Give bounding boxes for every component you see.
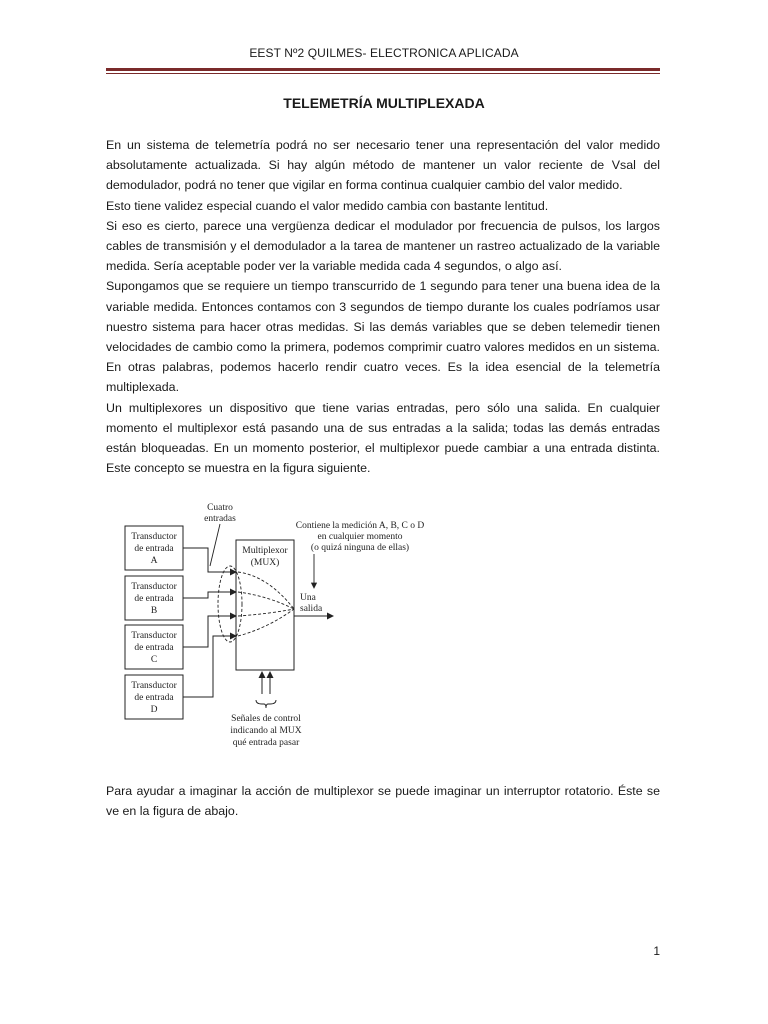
label-entradas: entradas xyxy=(204,514,236,524)
label-pointer xyxy=(210,524,220,566)
transducer-c xyxy=(125,625,183,669)
document-title: TELEMETRÍA MULTIPLEXADA xyxy=(283,95,485,111)
header-rule-thin xyxy=(106,73,660,74)
svg-text:(MUX): (MUX) xyxy=(250,558,280,568)
body-text xyxy=(106,135,660,478)
paragraph: Supongamos que se requiere un tiempo transcurrido de 1 segundo para tener una buena idea de la variable medida. Entonces contamos con 3 segundos de tiempo durante los cuales podríamos usar nuestro sistema para hacer otras medidas. Si las demás variables que se deben telemedir tienen velocidades de cambio como la primera, podemos comprimir cuatro valores medidos en un sistema. En otras palabras, podemos hacerlo rendir cuatro veces. Es la idea esencial de la telemetría multiplexada. xyxy=(106,279,660,395)
input-wire-c xyxy=(183,616,236,647)
page-number: 1 xyxy=(653,944,660,958)
label-ninguna: (o quizá ninguna de ellas) xyxy=(310,543,410,553)
svg-text:A: A xyxy=(150,556,158,566)
multiplexer-box xyxy=(236,540,294,670)
input-wire-a xyxy=(183,548,236,572)
svg-text:Transductor: Transductor xyxy=(131,631,177,641)
input-wire-d xyxy=(183,636,236,697)
paragraph: En un sistema de telemetría podrá no ser necesario tener una representación del valor medido absolutamente actualizada. Si hay algún método de mantener un valor reciente de Vsal del demodulador, podrá no tener que vigilar en forma continua cualquier cambio del valor medido. xyxy=(106,138,660,193)
svg-text:de entrada: de entrada xyxy=(134,693,174,703)
label-cuatro: Cuatro xyxy=(207,503,233,513)
transducer-a xyxy=(125,526,183,570)
svg-text:Transductor: Transductor xyxy=(131,681,177,691)
svg-text:Multiplexor: Multiplexor xyxy=(242,546,288,556)
label-contiene: Contiene la medición A, B, C o D xyxy=(295,521,425,531)
svg-text:de entrada: de entrada xyxy=(134,643,174,653)
label-salida: salida xyxy=(300,604,323,614)
transducer-b xyxy=(125,576,183,620)
page-header: EEST Nº2 QUILMES- ELECTRONICA APLICADA xyxy=(249,46,519,60)
paragraph: Un multiplexores un dispositivo que tiene varias entradas, pero sólo una salida. En cualquier momento el multiplexor está pasando una de sus entradas a la salida; todas las demás entradas están bloqueadas. En un momento posterior, el multiplexor puede cambiar a una entrada distinta. Este concepto se muestra en la figura siguiente. xyxy=(106,400,660,476)
paragraph: Esto tiene validez especial cuando el valor medido cambia con bastante lentitud. xyxy=(106,198,549,213)
label-senales: Señales de control xyxy=(231,714,301,724)
label-momento: en cualquier momento xyxy=(317,532,403,542)
svg-text:Transductor: Transductor xyxy=(131,532,177,542)
label-una: Una xyxy=(300,593,316,603)
label-que-entrada: qué entrada pasar xyxy=(232,738,300,748)
svg-text:de entrada: de entrada xyxy=(134,544,174,554)
svg-text:B: B xyxy=(150,606,158,616)
svg-text:de entrada: de entrada xyxy=(134,594,174,604)
svg-text:Transductor: Transductor xyxy=(131,582,177,592)
label-indicando: indicando al MUX xyxy=(230,726,302,736)
paragraph: Si eso es cierto, parece una vergüenza dedicar el modulador por frecuencia de pulsos, los largos cables de transmisión y el demodulador a la tarea de mantener un rastreo actualizado de la variable medida. Sería aceptable poder ver la variable medida cada 4 segundos, o algo así. xyxy=(106,218,660,274)
multiplexer-figure xyxy=(118,496,448,758)
closing-paragraph: Para ayudar a imaginar la acción de multiplexor se puede imaginar un interruptor rotatorio. Éste se ve en la figura de abajo. xyxy=(106,784,660,819)
svg-text:D: D xyxy=(150,705,158,715)
dashed-paths xyxy=(218,566,294,642)
header-rule-thick xyxy=(106,68,660,71)
svg-text:C: C xyxy=(150,655,158,665)
input-wire-b xyxy=(183,592,236,598)
transducer-d xyxy=(125,675,183,719)
multiplexer-diagram xyxy=(118,496,448,758)
control-brace xyxy=(256,700,276,708)
